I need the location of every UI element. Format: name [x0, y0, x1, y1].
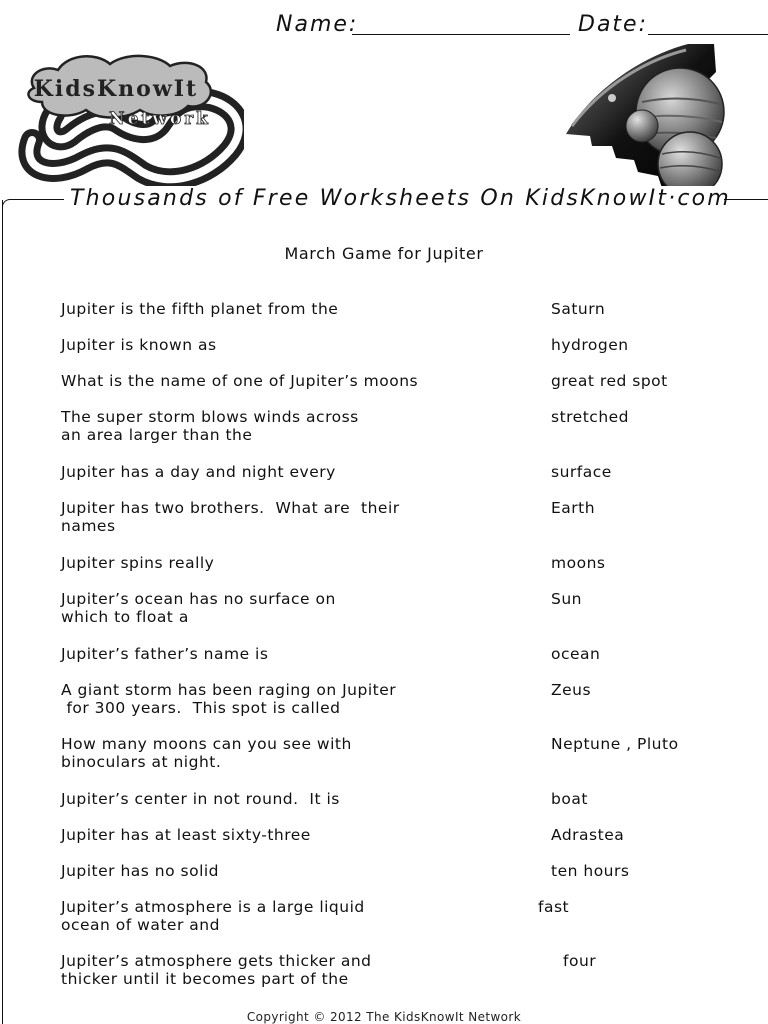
question-text: How many moons can you see with binoculars at night.: [61, 735, 352, 771]
answer-choice: Sun: [551, 590, 582, 608]
question-text: Jupiter’s center in not round. It is: [61, 790, 340, 808]
moon: [626, 110, 658, 142]
banner-rule-left: [10, 199, 64, 200]
question-text: Jupiter has two brothers. What are their names: [61, 499, 400, 535]
question-text: Jupiter has at least sixty-three: [61, 826, 311, 844]
answer-choice: Adrastea: [551, 826, 625, 844]
kidsknowit-logo: [12, 48, 244, 188]
frame-left-border: [2, 200, 3, 1024]
date-field-line[interactable]: [648, 34, 768, 35]
answer-choice: ten hours: [551, 862, 630, 880]
question-text: Jupiter spins really: [61, 554, 215, 572]
answer-choice: ocean: [551, 645, 601, 663]
question-text: Jupiter’s father’s name is: [61, 645, 269, 663]
banner-text: Thousands of Free Worksheets On KidsKnowIt·com: [66, 186, 724, 211]
date-label: Date:: [578, 12, 648, 37]
question-text: Jupiter has a day and night every: [61, 463, 336, 481]
question-text: Jupiter is the fifth planet from the: [61, 300, 339, 318]
logo-text-kidsknowit: KidsKnowIt: [33, 76, 199, 102]
question-text: Jupiter’s atmosphere is a large liquid ocean of water and: [61, 898, 365, 934]
question-text: Jupiter’s ocean has no surface on which to float a: [61, 590, 336, 626]
answer-choice: great red spot: [551, 372, 668, 390]
question-text: Jupiter is known as: [61, 336, 217, 354]
question-text: What is the name of one of Jupiter’s moons: [61, 372, 419, 390]
worksheet-title: March Game for Jupiter: [284, 244, 484, 263]
answer-choice: Zeus: [551, 681, 592, 699]
question-text: A giant storm has been raging on Jupiter for 300 years. This spot is called: [61, 681, 397, 717]
answer-choice: moons: [551, 554, 606, 572]
planets-illustration: [562, 42, 742, 198]
answer-choice: surface: [551, 463, 612, 481]
copyright-notice: Copyright © 2012 The KidsKnowIt Network: [246, 1010, 522, 1024]
answer-choice: four: [563, 952, 597, 970]
answer-choice: hydrogen: [551, 336, 629, 354]
name-field-line[interactable]: [352, 34, 570, 35]
logo-text-network: Network: [109, 109, 211, 129]
answer-choice: fast: [538, 898, 570, 916]
name-label: Name:: [276, 12, 359, 37]
frame-corner: [2, 199, 13, 210]
answer-choice: Earth: [551, 499, 596, 517]
answer-choice: Neptune , Pluto: [551, 735, 679, 753]
question-text: The super storm blows winds across an area larger than the: [61, 408, 359, 444]
answer-choice: boat: [551, 790, 588, 808]
answer-choice: Saturn: [551, 300, 606, 318]
question-text: Jupiter’s atmosphere gets thicker and thicker until it becomes part of the: [61, 952, 372, 988]
answer-choice: stretched: [551, 408, 630, 426]
question-text: Jupiter has no solid: [61, 862, 220, 880]
